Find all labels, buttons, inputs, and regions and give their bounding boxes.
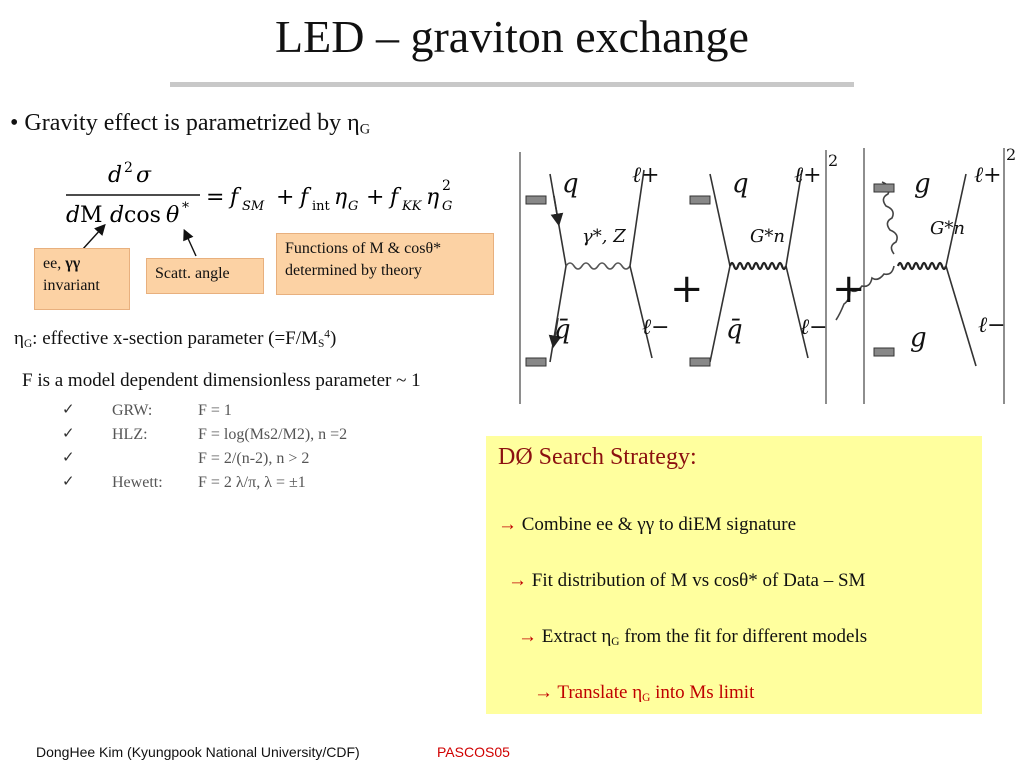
arrow-right-icon: → xyxy=(508,570,527,591)
label-lminus-3: ℓ− xyxy=(978,313,1006,338)
check-icon: ✓ xyxy=(62,400,75,418)
svg-text:G: G xyxy=(442,199,453,214)
slide-title: LED – graviton exchange xyxy=(275,11,749,62)
functions-note: Functions of M & cosθ* determined by theory xyxy=(276,233,494,295)
svg-text:2: 2 xyxy=(442,178,451,194)
footer-author: DongHee Kim (Kyungpook National University/CDF) xyxy=(36,744,360,760)
svg-text:+: + xyxy=(276,185,295,210)
label-g-bottom: g xyxy=(910,323,927,353)
strategy-step-2: → Fit distribution of M vs cosθ* of Data – SM xyxy=(508,570,866,591)
svg-text:d: d xyxy=(110,203,125,228)
svg-text:σ: σ xyxy=(136,163,152,188)
svg-text:f: f xyxy=(300,185,309,210)
svg-text:d: d xyxy=(108,163,123,188)
f-definition: F is a model dependent dimensionless parameter ~ 1 xyxy=(22,370,421,391)
footer-conference: PASCOS05 xyxy=(437,744,510,760)
check-icon: ✓ xyxy=(62,472,75,490)
label-gamma-z: γ*, Z xyxy=(582,226,626,247)
strategy-title: DØ Search Strategy: xyxy=(498,444,697,470)
svg-text:KK: KK xyxy=(402,199,422,214)
svg-text:=: = xyxy=(206,185,225,210)
feynman-diagrams xyxy=(518,142,1018,408)
svg-text:f: f xyxy=(230,185,239,210)
svg-text:*: * xyxy=(182,200,189,216)
title-divider xyxy=(170,82,854,87)
svg-text:+: + xyxy=(366,185,385,210)
svg-text:f: f xyxy=(390,185,399,210)
label-lplus-1: ℓ+ xyxy=(632,163,660,188)
cross-section-formula xyxy=(60,152,480,232)
label-lplus-3: ℓ+ xyxy=(974,163,1002,188)
svg-text:G: G xyxy=(348,199,359,214)
arrow-right-icon: → xyxy=(534,682,553,703)
svg-text:θ: θ xyxy=(166,203,180,228)
svg-text:cos: cos xyxy=(124,203,161,228)
diagram-graviton-qq xyxy=(710,170,808,362)
label-g-top: g xyxy=(914,169,931,199)
plus-sign-2: + xyxy=(832,266,866,312)
arrow-right-icon: → xyxy=(498,514,517,535)
label-lminus-2: ℓ− xyxy=(800,315,828,340)
check-icon: ✓ xyxy=(62,448,75,466)
label-qbar-2: q̄ xyxy=(726,315,743,345)
strategy-step-4: → Translate $\eta_G$ into Ms limit xyxy=(534,682,755,704)
label-lplus-2: ℓ+ xyxy=(794,163,822,188)
svg-text:M: M xyxy=(80,203,103,228)
intro-bullet: • Gravity effect is parametrized by $\eta_G$ xyxy=(10,110,371,138)
svg-text:SM: SM xyxy=(242,199,265,214)
arrow-right-icon: → xyxy=(518,626,537,647)
strategy-step-3: → Extract $\eta_G$ from the fit for different models xyxy=(518,626,868,648)
eta-definition: $\eta_G$: effective x-section parameter $(=F/M_S^4)$ xyxy=(14,328,337,350)
svg-text:int: int xyxy=(312,199,330,214)
plus-sign-1: + xyxy=(670,266,704,312)
svg-text:2: 2 xyxy=(124,160,133,176)
svg-text:d: d xyxy=(66,203,81,228)
exponent-1: 2 xyxy=(828,151,839,170)
svg-text:η: η xyxy=(334,185,348,210)
label-q-2: q xyxy=(732,169,749,199)
label-graviton-2: G*n xyxy=(750,226,785,247)
svg-text:η: η xyxy=(426,185,440,210)
label-qbar-1: q̄ xyxy=(554,315,571,345)
check-icon: ✓ xyxy=(62,424,75,442)
strategy-step-1: → Combine ee & γγ to diEM signature xyxy=(498,514,797,535)
invariant-note: ee, γγ invariant xyxy=(34,248,130,310)
exponent-2: 2 xyxy=(1006,145,1017,164)
search-strategy-box xyxy=(486,436,982,714)
label-lminus-1: ℓ− xyxy=(642,315,670,340)
label-q-1: q xyxy=(562,169,579,199)
scatt-angle-note: Scatt. angle xyxy=(146,258,264,294)
label-graviton-3: G*n xyxy=(930,218,965,239)
